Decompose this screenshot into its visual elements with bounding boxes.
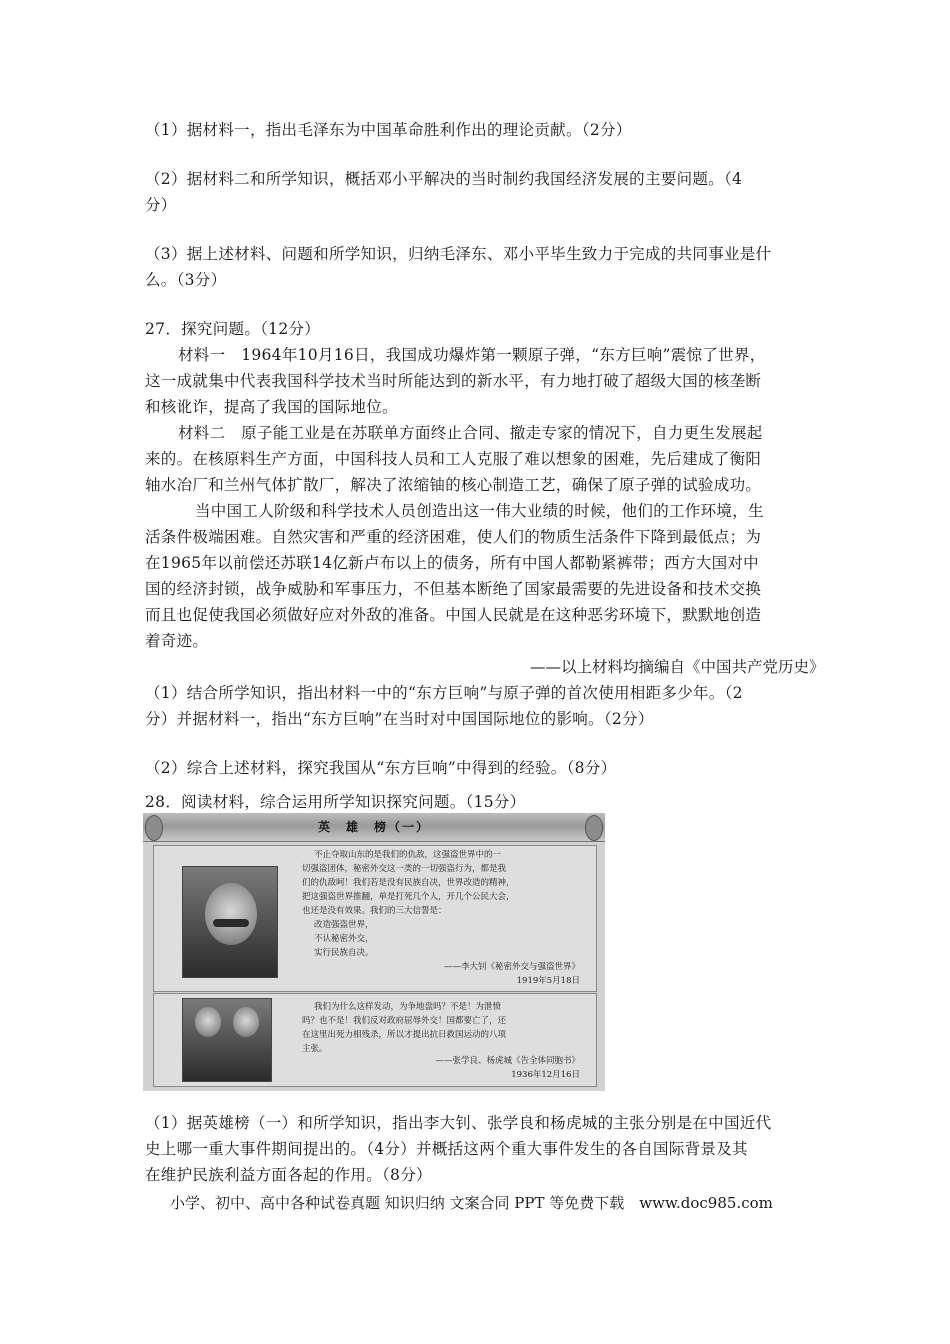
q27-sub1-line1: （1）结合所学知识，指出材料一中的“东方巨响”与原子弹的首次使用相距多少年。（2: [145, 684, 743, 702]
q26-sub3-line2: 么。（3分）: [145, 271, 227, 289]
zhang-quote-line4: 主张。: [302, 1044, 328, 1054]
portrait-face: [205, 883, 257, 945]
li-quote-line4: 把这强盗世界推翻，单是打死几个人，开几个公民大会，: [302, 892, 515, 902]
q27-heading: 27．探究问题。（12分）: [145, 320, 321, 338]
zhang-quote-source: ——张学良、杨虎城《告全体同胞书》: [435, 1056, 580, 1066]
li-quote-line1: 不止夺取山东的是我们的仇敌，这强盗世界中的一: [314, 850, 502, 860]
portrait-face-left: [195, 1007, 221, 1037]
q28-sub1-line2: 史上哪一重大事件期间提出的。（4分）并概括这两个重大事件发生的各自国际背景及其: [145, 1140, 748, 1158]
zhang-quote-date: 1936年12月16日: [511, 1070, 580, 1080]
banner-title: 英 雄 榜（一）: [317, 820, 430, 834]
zhang-quote-line3: 在这里出死力相残杀，所以才提出抗日救国运动的八项: [302, 1030, 507, 1040]
q27-material3-line3: 在1965年以前偿还苏联14亿新卢布以上的债务，所有中国人都勒紧裤带；西方大国对中: [145, 554, 759, 572]
li-quote-line6: 改造强盗世界，: [314, 920, 374, 930]
li-quote-line7: 不认秘密外交，: [314, 934, 374, 944]
portrait-li-dazhao: [182, 866, 278, 978]
q27-source: ——以上材料均摘编自《中国共产党历史》: [530, 658, 825, 676]
li-quote-line3: 们的仇敌呵！我们若是没有民族自决，世界改造的精神，: [302, 878, 515, 888]
zhang-quote-line2: 吗？也不是！我们反对政府屈辱外交！国都要亡了，还: [302, 1016, 507, 1026]
li-quote-date: 1919年5月18日: [516, 976, 580, 986]
li-quote-source: ——李大钊《秘密外交与强盗世界》: [443, 962, 580, 972]
q27-material1-line3: 和核讹诈，提高了我国的国际地位。: [145, 398, 398, 416]
q27-material3-line5: 而且也促使我国必须做好应对外敌的准备。中国人民就是在这种恶劣环境下，默默地创造: [145, 606, 762, 624]
q27-material3-line1: 当中国工人阶级和科学技术人员创造出这一伟大业绩的时候，他们的工作环境，生: [195, 502, 764, 520]
hero-list-photo: [143, 813, 605, 1091]
li-quote-line2: 切强盗团体，秘密外交这一类的一切强盗行为，都是我: [302, 864, 507, 874]
q27-sub1-line2: 分）并据材料一，指出“东方巨响”在当时对中国国际地位的影响。（2分）: [145, 710, 654, 728]
scroll-banner: [143, 813, 605, 842]
q27-material3-line4: 国的经济封锁，战争威胁和军事压力，不但基本断绝了国家最需要的先进设备和技术交换: [145, 580, 762, 598]
q27-sub2: （2）综合上述材料，探究我国从“东方巨响”中得到的经验。（8分）: [145, 759, 617, 777]
li-quote-line8: 实行民族自决。: [314, 948, 374, 958]
zhang-quote-line1: 我们为什么这样发动，为争地盘吗？不是！为泄愤: [314, 1002, 502, 1012]
q27-material2-line3: 轴水冶厂和兰州气体扩散厂，解决了浓缩铀的核心制造工艺，确保了原子弹的试验成功。: [145, 476, 762, 494]
q27-material2-line1: 材料二 原子能工业是在苏联单方面终止合同、撤走专家的情况下，自力更生发展起: [178, 424, 763, 442]
panel-zhang-yang: [153, 993, 597, 1087]
page-footer: 小学、初中、高中各种试卷真题 知识归纳 文案合同 PPT 等免费下载 www.doc985.com: [170, 1194, 773, 1212]
portrait-zhang-yang: [182, 998, 272, 1082]
q28-sub1-line1: （1）据英雄榜（一）和所学知识，指出李大钊、张学良和杨虎城的主张分别是在中国近代: [145, 1114, 772, 1132]
q27-material1-line2: 这一成就集中代表我国科学技术当时所能达到的新水平，有力地打破了超级大国的核垄断: [145, 372, 762, 390]
q27-material1-line1: 材料一 1964年10月16日，我国成功爆炸第一颗原子弹，“东方巨响”震惊了世界，: [178, 346, 766, 364]
q28-heading: 28．阅读材料，综合运用所学知识探究问题。（15分）: [145, 793, 526, 811]
panel-li-dazhao: [153, 845, 597, 992]
q27-material3-line2: 活条件极端困难。自然灾害和严重的经济困难，使人们的物质生活条件下降到最低点；为: [145, 528, 762, 546]
q26-sub2-line2: 分）: [145, 196, 177, 214]
li-quote-line5: 也还是没有效果。我们的三大信誓是：: [302, 906, 447, 916]
q26-sub1: （1）据材料一，指出毛泽东为中国革命胜利作出的理论贡献。（2分）: [145, 121, 632, 139]
q27-material2-line2: 来的。在核原料生产方面，中国科技人员和工人克服了难以想象的困难，先后建成了衡阳: [145, 450, 762, 468]
portrait-face-right: [233, 1007, 259, 1037]
q27-material3-line6: 着奇迹。: [145, 632, 209, 650]
q26-sub3-line1: （3）据上述材料、问题和所学知识，归纳毛泽东、邓小平毕生致力于完成的共同事业是什: [145, 245, 772, 263]
q28-sub1-line3: 在维护民族利益方面各起的作用。（8分）: [145, 1166, 432, 1184]
mustache: [213, 919, 249, 927]
q26-sub2-line1: （2）据材料二和所学知识，概括邓小平解决的当时制约我国经济发展的主要问题。（4: [145, 170, 743, 188]
